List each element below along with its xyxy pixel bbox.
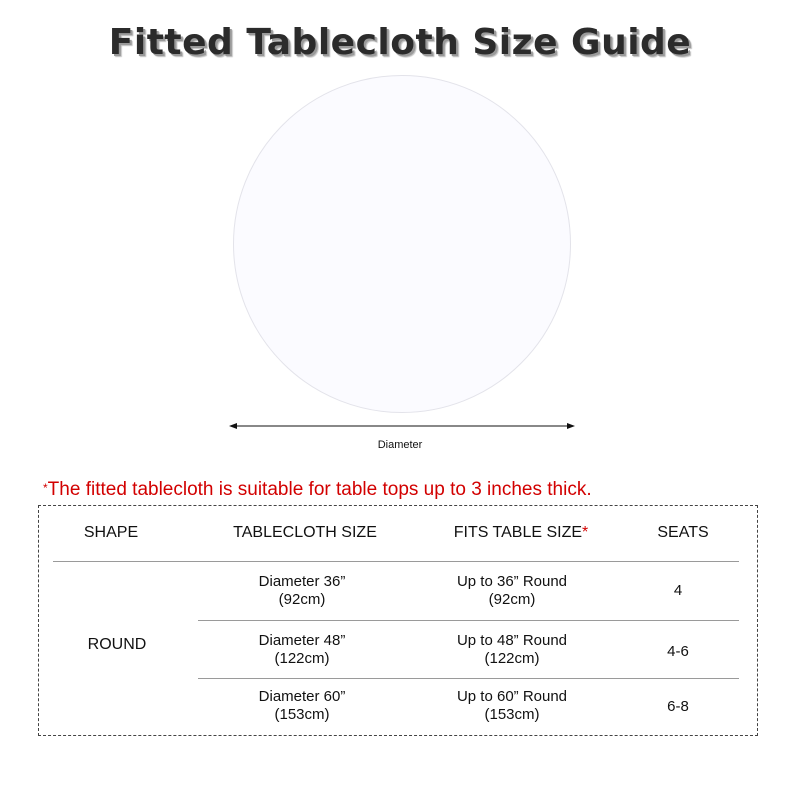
tablecloth-size-cell: Diameter 36” (92cm) (258, 573, 346, 608)
seats-cell: 6-8 (667, 698, 689, 715)
header-divider (53, 561, 739, 562)
row-divider (198, 620, 739, 621)
header-fits-table-size (454, 524, 589, 542)
header-asterisk: * (582, 524, 589, 541)
diameter-label: Diameter (377, 439, 423, 451)
header-seats: SEATS (657, 524, 709, 541)
header-tablecloth-size: TABLECLOTH SIZE (233, 524, 377, 541)
fits-table-size-cell: Up to 60” Round (153cm) (456, 688, 568, 723)
shape-value: ROUND (87, 636, 147, 653)
seats-cell: 4 (673, 582, 683, 599)
fits-table-size-cell: Up to 36” Round (92cm) (456, 573, 568, 608)
header-shape: SHAPE (83, 524, 139, 541)
page-title: Fitted Tablecloth Size Guide (108, 22, 692, 63)
tablecloth-size-cell: Diameter 48” (122cm) (258, 632, 346, 667)
header-fits-label: FITS TABLE SIZE (453, 524, 583, 541)
diameter-arrow (228, 418, 576, 434)
note-text: The fitted tablecloth is suitable for table tops up to 3 inches thick. (47, 479, 592, 500)
thickness-note (43, 479, 592, 501)
fits-table-size-cell: Up to 48” Round (122cm) (456, 632, 568, 667)
tablecloth-size-cell: Diameter 60” (153cm) (258, 688, 346, 723)
note-asterisk: * (43, 481, 48, 495)
seats-cell: 4-6 (667, 643, 689, 660)
row-divider (198, 678, 739, 679)
round-table-illustration (233, 75, 571, 413)
